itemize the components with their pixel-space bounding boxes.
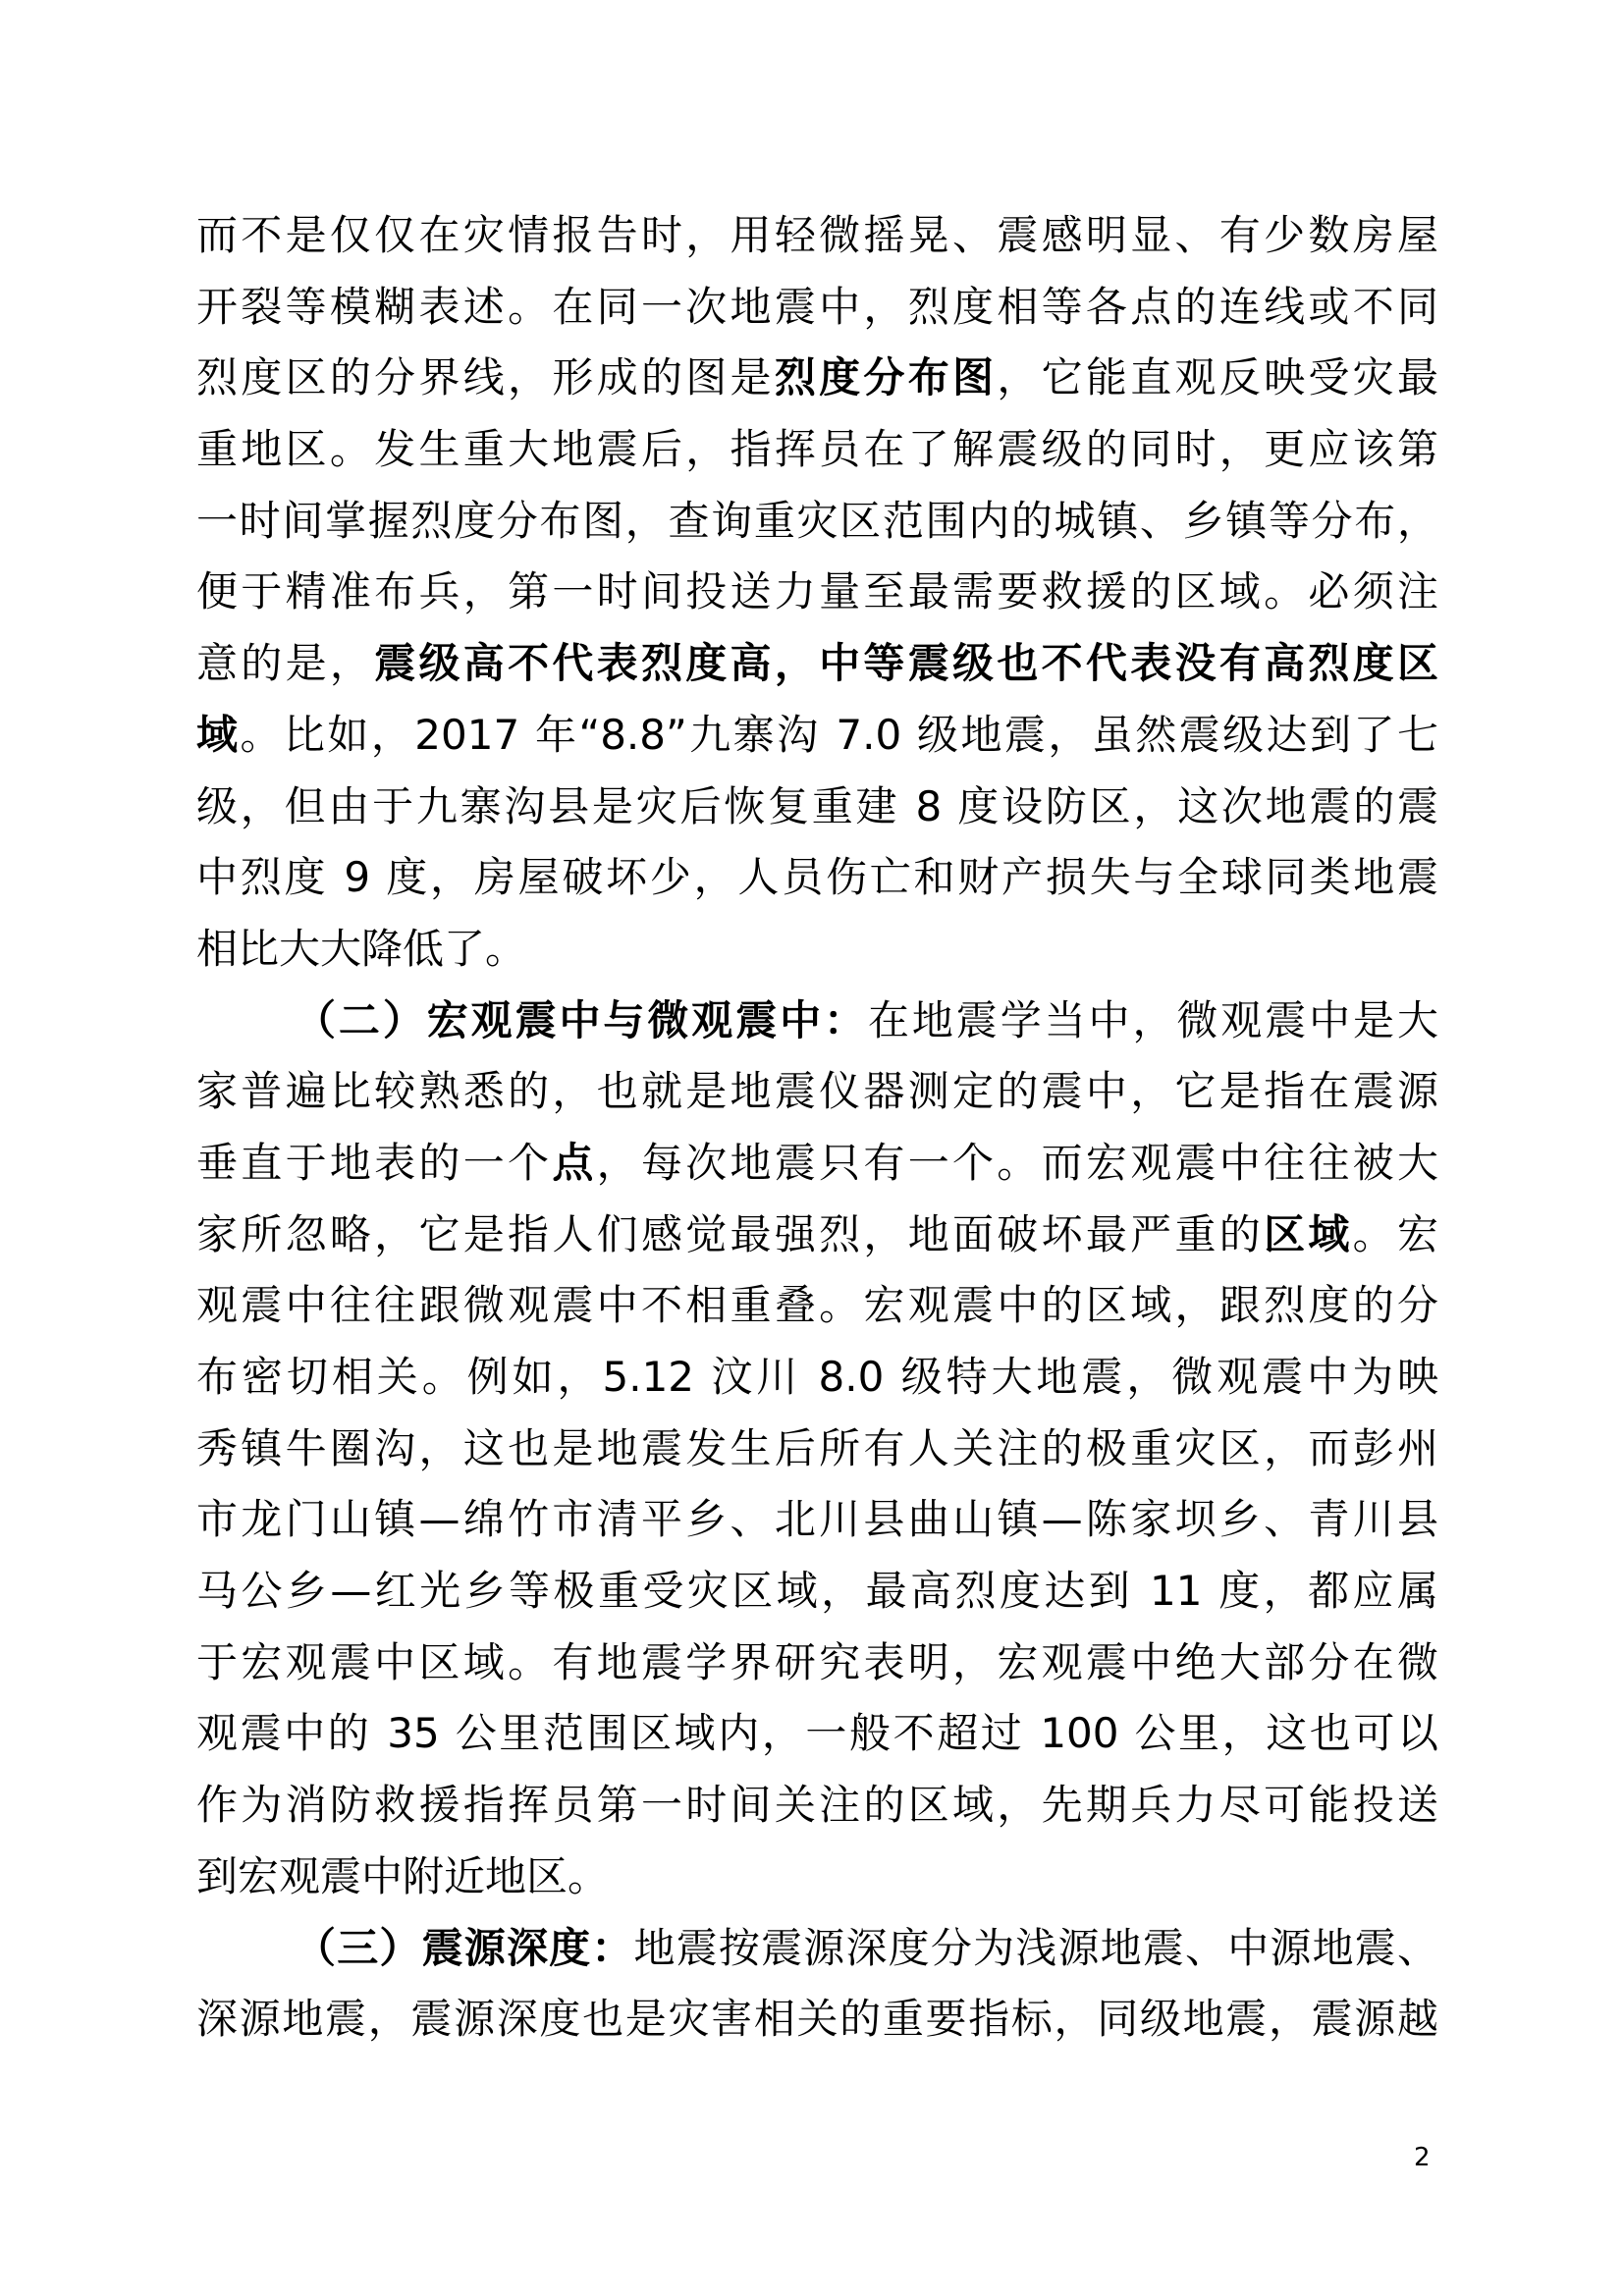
text-run: 市龙门山镇—绵竹市清平乡、北川县曲山镇—陈家坝乡、青川县 bbox=[196, 1495, 1438, 1544]
text-run: 而不是仅仅在灾情报告时，用轻微摇晃、震感明显、有少数房屋 bbox=[196, 211, 1438, 259]
text-line bbox=[196, 200, 1438, 272]
body-text bbox=[196, 200, 1438, 2056]
text-line bbox=[196, 772, 1438, 843]
text-line bbox=[196, 700, 1438, 772]
text-line bbox=[196, 986, 1438, 1057]
text-line bbox=[196, 914, 1438, 986]
text-line bbox=[196, 486, 1438, 558]
text-run: 便于精准布兵，第一时间投送力量至最需要救援的区域。必须注 bbox=[196, 567, 1438, 616]
text-line bbox=[196, 1056, 1438, 1128]
text-line bbox=[196, 1913, 1438, 1985]
text-line bbox=[196, 1270, 1438, 1342]
text-run: 深源地震，震源深度也是灾害相关的重要指标，同级地震，震源越 bbox=[196, 1995, 1438, 2044]
text-run: 意的是， bbox=[196, 639, 375, 688]
bold-text: （二）宏观震中与微观震中： bbox=[295, 995, 868, 1044]
text-run: 地震按震源深度分为浅源地震、中源地震、 bbox=[633, 1923, 1438, 1972]
text-line bbox=[196, 1128, 1438, 1200]
text-run: ，它能直观反映受灾最 bbox=[997, 353, 1438, 402]
text-run: 观震中的 35 公里范围区域内，一般不超过 100 公里，这也可以 bbox=[196, 1709, 1438, 1758]
text-line bbox=[196, 1770, 1438, 1842]
text-line bbox=[196, 1698, 1438, 1770]
text-run: 作为消防救援指挥员第一时间关注的区域，先期兵力尽可能投送 bbox=[196, 1781, 1438, 1830]
text-line bbox=[196, 414, 1438, 486]
bold-text: 烈度分布图 bbox=[774, 353, 998, 402]
text-run: 一时间掌握烈度分布图，查询重灾区范围内的城镇、乡镇等分布， bbox=[196, 496, 1438, 545]
text-run: 家普遍比较熟悉的，也就是地震仪器测定的震中，它是指在震源 bbox=[196, 1067, 1438, 1116]
text-run: 到宏观震中附近地区。 bbox=[196, 1851, 610, 1900]
text-run: 级，但由于九寨沟县是灾后恢复重建 8 度设防区，这次地震的震 bbox=[196, 781, 1438, 830]
text-run: 烈度区的分界线，形成的图是 bbox=[196, 353, 775, 402]
text-line bbox=[196, 1984, 1438, 2056]
text-run: ，每次地震只有一个。而宏观震中往往被大 bbox=[596, 1138, 1438, 1187]
text-run: 布密切相关。例如，5.12 汶川 8.0 级特大地震，微观震中为映 bbox=[196, 1353, 1438, 1401]
text-run: 家所忽略，它是指人们感觉最强烈，地面破坏最严重的 bbox=[196, 1209, 1265, 1258]
text-line bbox=[196, 1484, 1438, 1556]
text-line bbox=[196, 628, 1438, 700]
text-line bbox=[196, 343, 1438, 414]
text-run: 于宏观震中区域。有地震学界研究表明，宏观震中绝大部分在微 bbox=[196, 1637, 1438, 1686]
text-run: 。宏 bbox=[1352, 1209, 1438, 1258]
bold-text: （三）震源深度： bbox=[295, 1923, 634, 1972]
text-line bbox=[196, 1556, 1438, 1628]
page-number: 2 bbox=[1414, 2143, 1431, 2172]
bold-text: 域 bbox=[196, 710, 241, 759]
text-run: 开裂等模糊表述。在同一次地震中，烈度相等各点的连线或不同 bbox=[196, 282, 1438, 331]
text-line bbox=[196, 1200, 1438, 1271]
text-run: 观震中往往跟微观震中不相重叠。宏观震中的区域，跟烈度的分 bbox=[196, 1281, 1438, 1330]
text-line bbox=[196, 1628, 1438, 1699]
text-run: 。比如，2017 年“8.8”九寨沟 7.0 级地震，虽然震级达到了七 bbox=[240, 710, 1438, 759]
bold-text: 区域 bbox=[1264, 1209, 1353, 1258]
text-line bbox=[196, 1842, 1438, 1913]
text-run: 相比大大降低了。 bbox=[196, 924, 527, 973]
bold-text: 点 bbox=[552, 1138, 597, 1187]
text-run: 重地区。发生重大地震后，指挥员在了解震级的同时，更应该第 bbox=[196, 425, 1438, 474]
text-line bbox=[196, 272, 1438, 344]
text-line bbox=[196, 1342, 1438, 1414]
bold-text: 震级高不代表烈度高，中等震级也不代表没有高烈度区 bbox=[374, 639, 1438, 688]
text-run: 秀镇牛圈沟，这也是地震发生后所有人关注的极重灾区，而彭州 bbox=[196, 1423, 1438, 1472]
text-line bbox=[196, 557, 1438, 628]
text-run: 马公乡—红光乡等极重受灾区域，最高烈度达到 11 度，都应属 bbox=[196, 1567, 1438, 1616]
text-run: 中烈度 9 度，房屋破坏少，人员伤亡和财产损失与全球同类地震 bbox=[196, 853, 1438, 902]
text-run: 在地震学当中，微观震中是大 bbox=[867, 995, 1438, 1044]
text-line bbox=[196, 1414, 1438, 1485]
text-run: 垂直于地表的一个 bbox=[196, 1138, 553, 1187]
text-line bbox=[196, 842, 1438, 914]
